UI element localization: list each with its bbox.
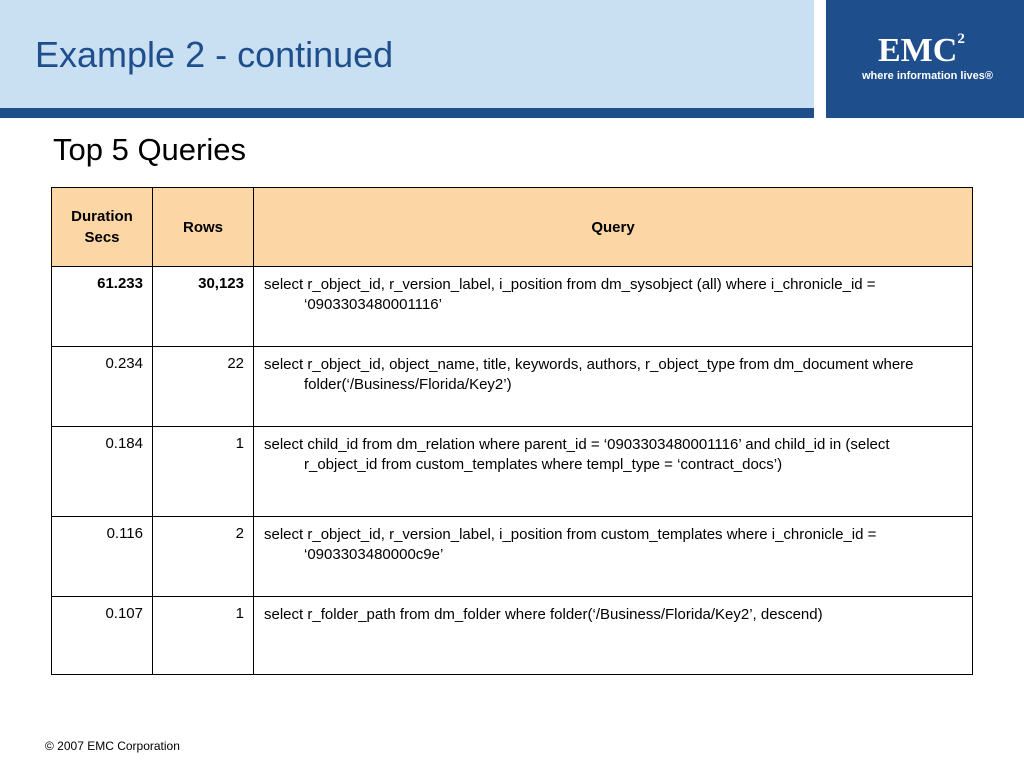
section-heading: Top 5 Queries xyxy=(53,132,246,167)
table-row xyxy=(52,517,973,597)
table-row xyxy=(52,427,973,517)
slide-title: Example 2 - continued xyxy=(35,34,394,75)
query-cell: select r_object_id, object_name, title, keywords, authors, r_object_type from dm_document where folder(‘/Business/Florida/Key2’) xyxy=(254,347,973,427)
query-cell: select r_object_id, r_version_label, i_position from custom_templates where i_chronicle_id = ‘0903303480000c9e’ xyxy=(254,517,973,597)
duration-cell: 61.233 xyxy=(52,267,153,347)
header-duration: Duration Secs xyxy=(52,188,153,267)
table-row xyxy=(52,597,973,675)
copyright-footer: © 2007 EMC Corporation xyxy=(45,739,180,753)
table-header-row xyxy=(52,188,973,267)
logo-wordmark: EMC$^2$ xyxy=(878,31,965,69)
query-cell: select child_id from dm_relation where parent_id = ‘0903303480001116’ and child_id in (select r_object_id from custom_templates where templ_type = ‘contract_docs’) xyxy=(254,427,973,517)
rows-cell: 2 xyxy=(153,517,254,597)
table-row xyxy=(52,347,973,427)
duration-cell: 0.107 xyxy=(52,597,153,675)
rows-cell: 1 xyxy=(153,597,254,675)
top-queries-table xyxy=(51,187,973,675)
table-row xyxy=(52,267,973,347)
duration-cell: 0.116 xyxy=(52,517,153,597)
header-rule xyxy=(0,108,814,118)
logo-tagline: where information lives® xyxy=(862,70,993,82)
header-query: Query xyxy=(254,188,973,267)
header-rows: Rows xyxy=(153,188,254,267)
duration-cell: 0.184 xyxy=(52,427,153,517)
rows-cell: 22 xyxy=(153,347,254,427)
rows-cell: 30,123 xyxy=(153,267,254,347)
query-cell: select r_folder_path from dm_folder where folder(‘/Business/Florida/Key2’, descend) xyxy=(254,597,973,675)
emc-logo xyxy=(826,0,1024,118)
rows-cell: 1 xyxy=(153,427,254,517)
query-cell: select r_object_id, r_version_label, i_position from dm_sysobject (all) where i_chronicle_id = ‘0903303480001116’ xyxy=(254,267,973,347)
duration-cell: 0.234 xyxy=(52,347,153,427)
